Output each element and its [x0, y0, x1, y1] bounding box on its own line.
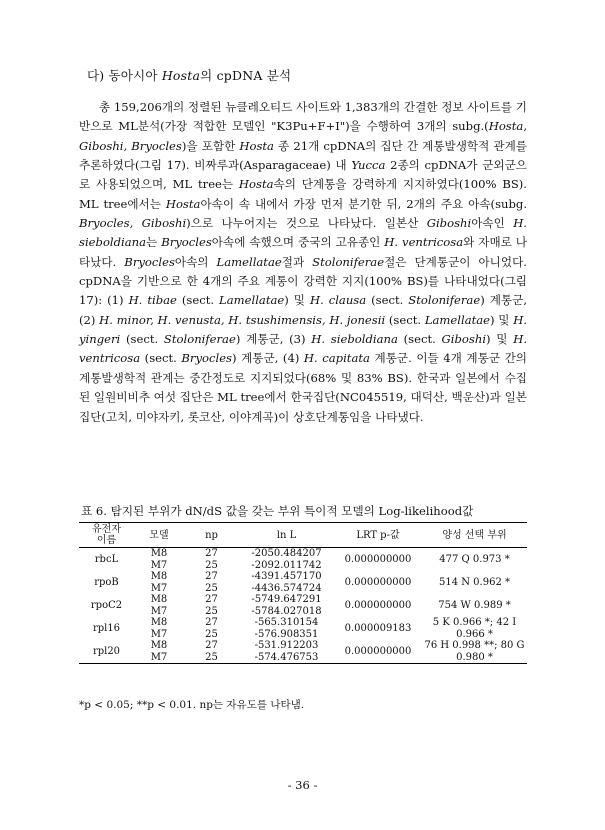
np-cell: 27 — [205, 548, 218, 559]
model-cell: M8 — [150, 548, 168, 559]
header-sites: 양성 선택 부위 — [422, 523, 527, 548]
np-cell: 25 — [205, 582, 218, 594]
lnl-cell: -4436.574724 — [251, 582, 322, 594]
sites-cell: 5 K 0.966 *; 42 I 0.966 * — [432, 617, 517, 640]
table-row — [79, 571, 527, 583]
model-cell: M7 — [150, 559, 168, 571]
lrt-cell: 0.000000000 — [344, 553, 412, 565]
gene-name: rpl16 — [92, 622, 121, 634]
table-row — [79, 548, 527, 560]
heading-genus: Hosta — [161, 68, 201, 83]
gene-name: rbcL — [94, 553, 119, 565]
header-np: np — [184, 523, 239, 548]
lnl-cell: -2050.484207 — [251, 548, 322, 559]
np-cell: 27 — [205, 571, 218, 582]
model-cell: M7 — [150, 582, 168, 594]
body-paragraph: 총 159,206개의 정렬된 뉴클레오티드 사이트와 1,383개의 간결한 정보 사이트를 기반으로 ML분석(가장 적합한 모델인 "K3Pu+F+I")을 수행하여 3개의 subg.(Hosta, Giboshi, Bryocles)을 포함한 Hosta 종 21개 cpDNA의 집단 간 계통발생학적 관계를 추론하였다(그림 17). 비짜루과(Asparagaceae) 내 Yucca 2종의 cpDNA가 군외군으로 사용되었으며, ML tree는 Hosta속의 단계통을 강력하게 지지하였다(100% BS). ML tree에서는 Hosta아속이 속 내에서 가장 먼저 분기한 뒤, 2개의 주요 아속(subg. Bryocles, Giboshi)으로 나누어지는 것으로 나타났다. 일본산 Giboshi아속인 H. sieboldiana는 Bryocles아속에 속했으며 중국의 고유종인 H. ventricosa와 자매로 나타났다. Bryocles아속의 Lamellatae절과 Stoloniferae절은 단계통군이 아니었다. cpDNA을 기반으로 한 4개의 주요 계통이 강력한 지지(100% BS)를 나타내었다(그림 17): (1) H. tibae (sect. Lamellatae) 및 H. clausa (sect. Stoloniferae) 계통군, (2) H. minor, H. venusta, H. tsushimensis, H. jonesii (sect. Lamellatae) 및 H. yingeri (sect. Stoloniferae) 계통군, (3) H. sieboldiana (sect. Giboshi) 및 H. ventricosa (sect. Bryocles) 계통군, (4) H. capitata 계통군. 이들 4개 계통군 간의 계통발생학적 관계는 중간정도로 지지되었다(68% 및 83% BS). 한국과 일본에서 수집된 일원비비추 여섯 집단은 ML tree에서 한국집단(NC045519, 대덕산, 백운산)과 일본집단(고치, 미야자키, 롯코산, 이야계곡)이 상호단계통임을 나타냈다. — [79, 100, 528, 424]
sites-cell: 514 N 0.962 * — [438, 576, 510, 588]
header-model: 모델 — [134, 523, 184, 548]
model-cell: M7 — [150, 605, 168, 617]
lnl-cell: -5784.027018 — [251, 605, 322, 617]
lnl-cell: -574.476753 — [239, 652, 334, 664]
table-row — [79, 594, 527, 606]
lnl-cell: -5749.647291 — [251, 594, 322, 605]
model-cell: M8 — [150, 594, 168, 605]
likelihood-table — [79, 522, 527, 664]
lrt-cell: 0.000000000 — [334, 640, 422, 664]
np-cell: 25 — [205, 605, 218, 617]
section-heading — [87, 66, 291, 84]
gene-name: rpl20 — [79, 640, 134, 664]
lrt-cell: 0.000000000 — [344, 599, 412, 611]
np-cell: 27 — [205, 617, 218, 628]
model-cell: M8 — [150, 571, 168, 582]
page-number: - 36 - — [287, 778, 318, 792]
table-caption: 표 6. 탐지된 부위가 dN/dS 값을 갖는 부위 특이적 모델의 Log-likelihood값 — [81, 504, 474, 518]
model-cell: M8 — [150, 640, 168, 651]
heading-prefix: 다) 동아시아 — [87, 68, 162, 83]
heading-suffix: 의 cpDNA 분석 — [200, 68, 292, 83]
np-cell: 25 — [184, 652, 239, 664]
lnl-cell: -531.912203 — [254, 640, 319, 651]
lrt-cell: 0.000009183 — [344, 622, 412, 634]
table-row — [79, 640, 527, 652]
model-cell: M8 — [150, 617, 168, 628]
lnl-cell: -2092.011742 — [251, 559, 322, 571]
np-cell: 27 — [205, 594, 218, 605]
header-gene: 유전자 이름 — [79, 523, 134, 548]
gene-name: rpoB — [94, 576, 119, 588]
header-lrt: LRT p-값 — [334, 523, 422, 548]
sites-cell: 76 H 0.998 **; 80 G 0.980 * — [422, 640, 527, 664]
sites-cell: 754 W 0.989 * — [438, 599, 511, 611]
sites-cell: 477 Q 0.973 * — [439, 553, 510, 565]
header-lnl: ln L — [239, 523, 334, 548]
np-cell: 25 — [205, 628, 218, 640]
gene-name: rpoC2 — [90, 599, 123, 611]
model-cell: M7 — [134, 652, 184, 664]
table-header-row — [79, 523, 527, 548]
lnl-cell: -576.908351 — [254, 628, 319, 640]
lnl-cell: -565.310154 — [254, 617, 319, 628]
lrt-cell: 0.000000000 — [344, 576, 412, 588]
np-cell: 25 — [205, 559, 218, 571]
table-row — [79, 617, 527, 629]
lnl-cell: -4391.457170 — [251, 571, 322, 582]
table-footnote: *p < 0.05; **p < 0.01. np는 자유도를 나타냄. — [79, 699, 305, 711]
np-cell: 27 — [205, 640, 218, 651]
model-cell: M7 — [150, 628, 168, 640]
